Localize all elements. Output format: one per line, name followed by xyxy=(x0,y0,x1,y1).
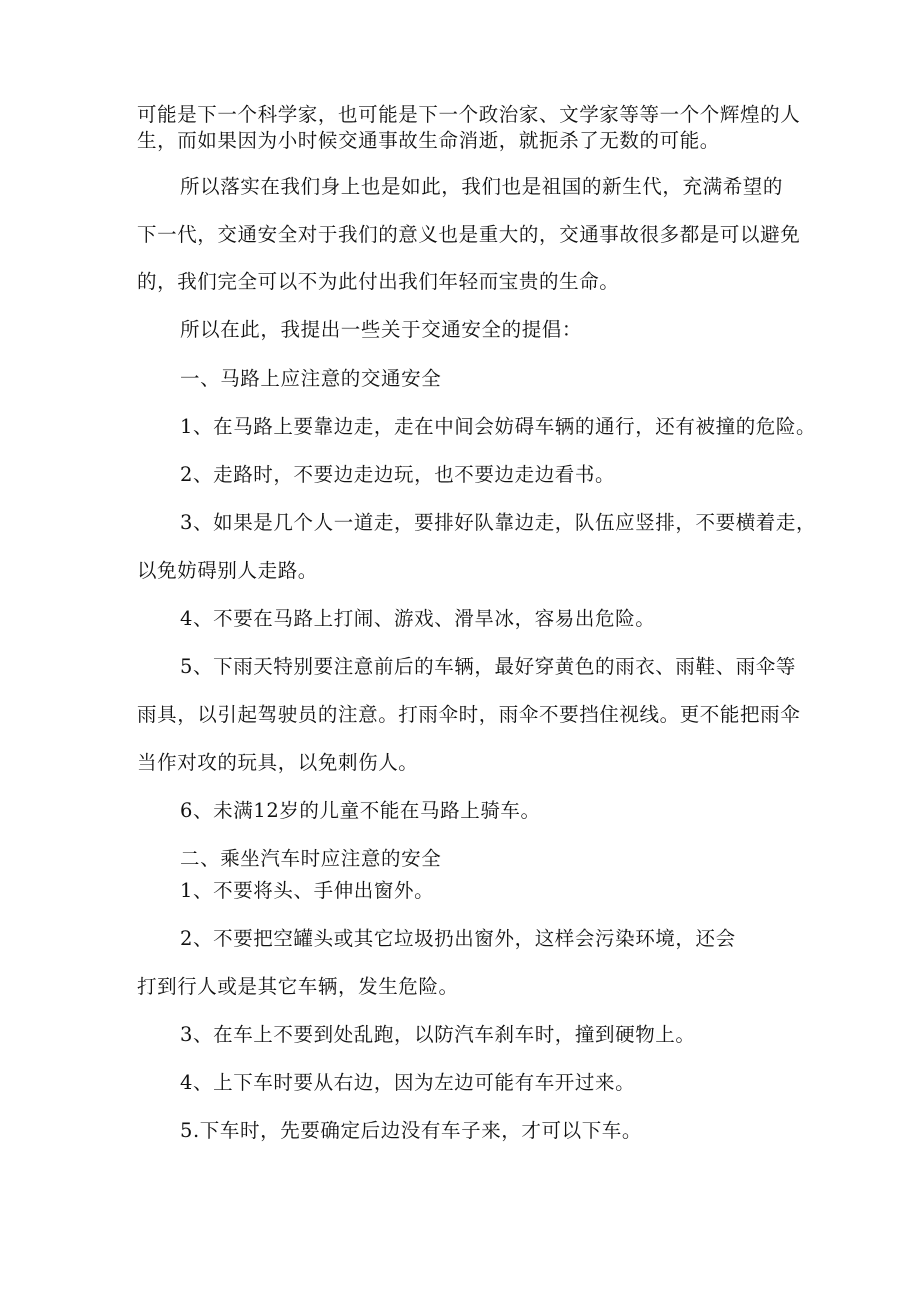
list-item: 6、未满12岁的儿童不能在马路上骑车。 xyxy=(180,799,541,822)
paragraph-line: 生，而如果因为小时候交通事故生命消逝，就扼杀了无数的可能。 xyxy=(137,129,720,152)
list-item: 2、走路时，不要边走边玩，也不要边走边看书。 xyxy=(180,463,616,486)
list-item-continuation: 打到行人或是其它车辆，发生危险。 xyxy=(137,975,459,998)
paragraph-line: 下一代，交通安全对于我们的意义也是重大的，交通事故很多都是可以避免 xyxy=(137,223,801,246)
paragraph-line: 可能是下一个科学家，也可能是下一个政治家、文学家等等一个个辉煌的人 xyxy=(137,103,801,126)
list-item-continuation: 雨具，以引起驾驶员的注意。打雨伞时，雨伞不要挡住视线。更不能把雨伞 xyxy=(137,703,801,726)
list-item: 3、如果是几个人一道走，要排好队靠边走，队伍应竖排，不要横着走， xyxy=(180,511,817,534)
section-heading: 一、马路上应注意的交通安全 xyxy=(180,367,442,390)
list-item: 5、下雨天特别要注意前后的车辆，最好穿黄色的雨衣、雨鞋、雨伞等 xyxy=(180,655,797,678)
list-item: 2、不要把空罐头或其它垃圾扔出窗外，这样会污染环境，还会 xyxy=(180,927,736,950)
paragraph-line: 的，我们完全可以不为此付出我们年轻而宝贵的生命。 xyxy=(137,270,620,293)
list-item: 3、在车上不要到处乱跑，以防汽车刹车时，撞到硬物上。 xyxy=(180,1023,696,1046)
paragraph-line: 所以落实在我们身上也是如此，我们也是祖国的新生代，充满希望的 xyxy=(180,175,784,198)
list-item: 4、不要在马路上打闹、游戏、滑旱冰，容易出危险。 xyxy=(180,607,656,630)
paragraph-line: 所以在此，我提出一些关于交通安全的提倡： xyxy=(180,318,583,341)
section-heading: 二、乘坐汽车时应注意的安全 xyxy=(180,847,442,870)
list-item: 1、不要将头、手伸出窗外。 xyxy=(180,879,435,902)
list-item-continuation: 以免妨碍别人走路。 xyxy=(137,559,318,582)
list-item: 5.下车时，先要确定后边没有车子来，才可以下车。 xyxy=(180,1119,643,1142)
list-item: 4、上下车时要从右边，因为左边可能有车开过来。 xyxy=(180,1071,636,1094)
list-item-continuation: 当作对攻的玩具，以免刺伤人。 xyxy=(137,751,419,774)
list-item: 1、在马路上要靠边走，走在中间会妨碍车辆的通行，还有被撞的危险。 xyxy=(180,415,817,438)
